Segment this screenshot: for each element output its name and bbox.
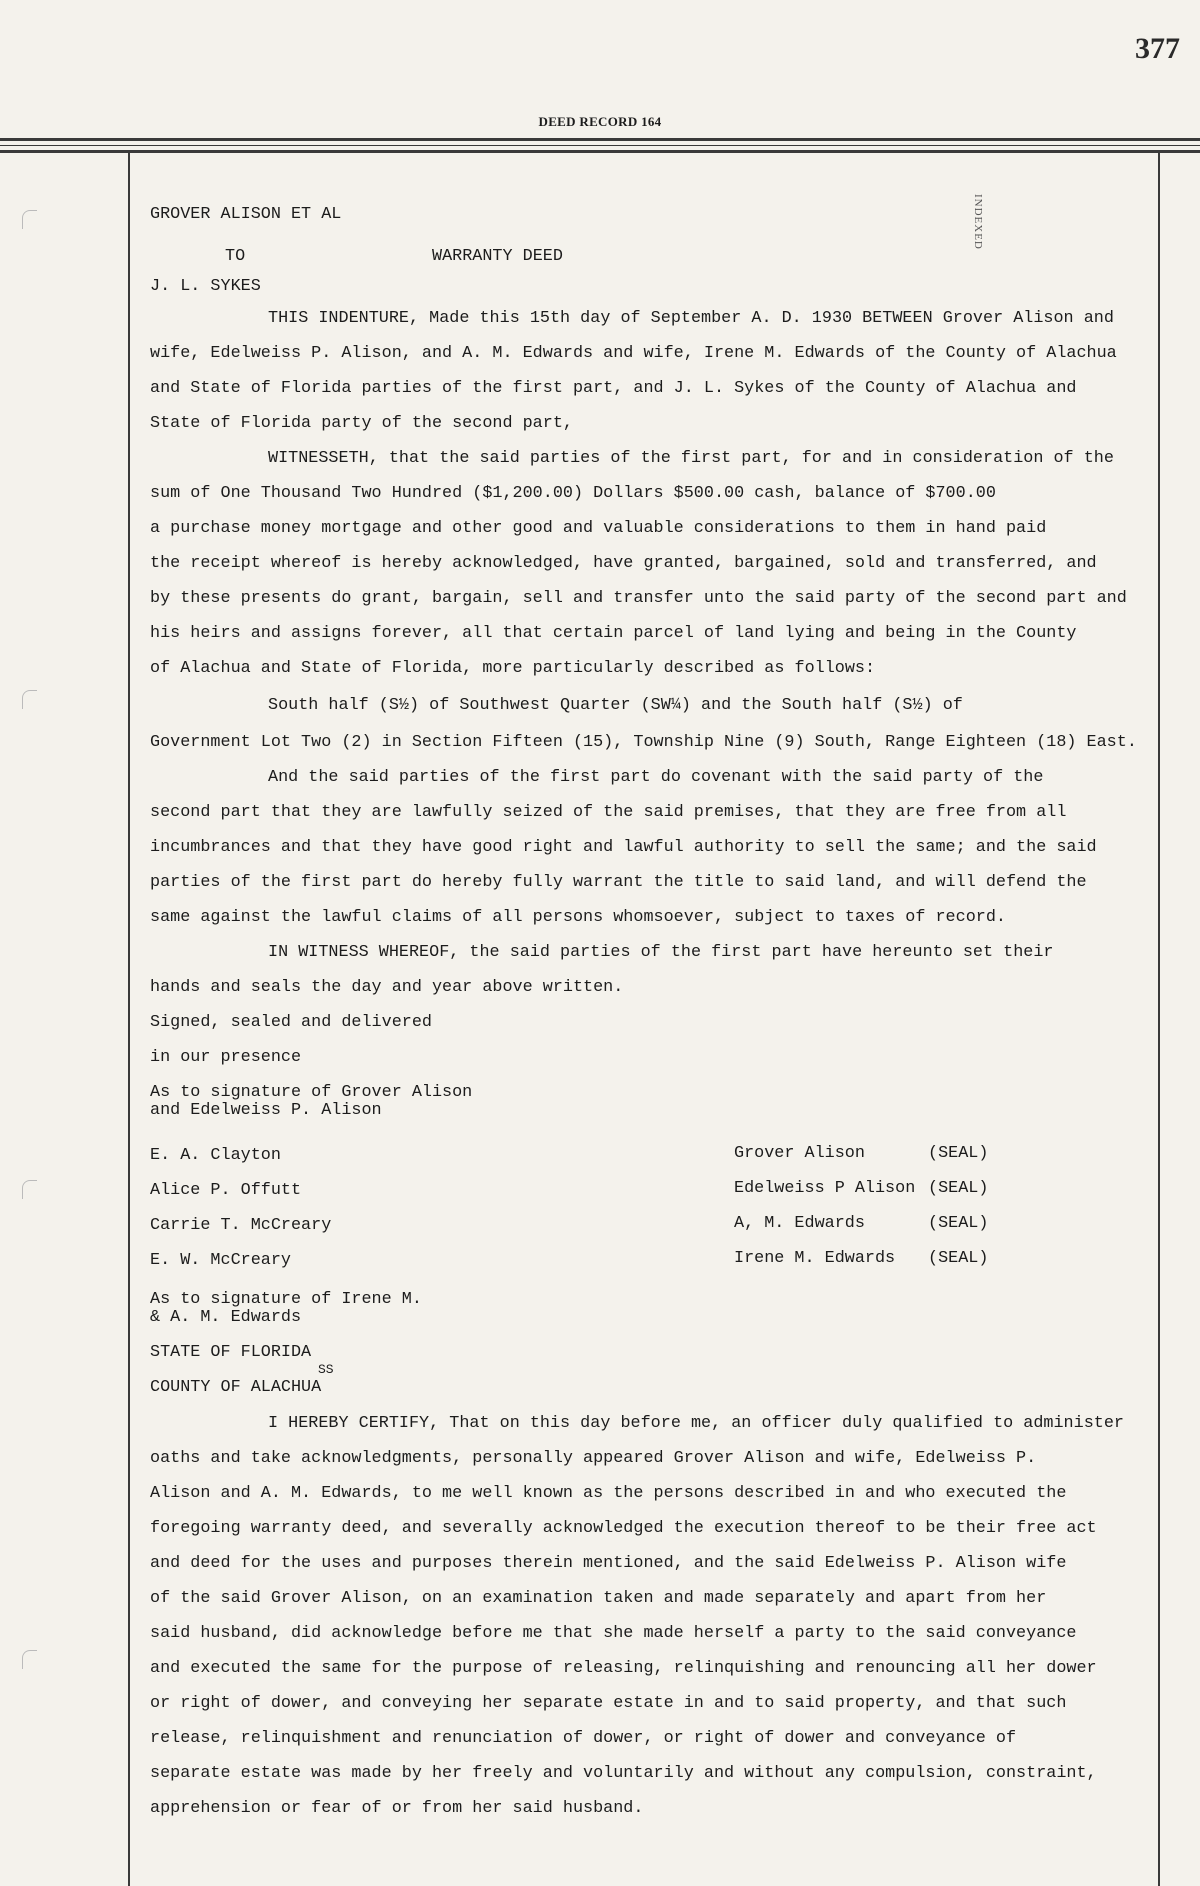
body-line: the receipt whereof is hereby acknowledged, have granted, bargained, sold and transferred, and (150, 554, 1097, 573)
body-line: sum of One Thousand Two Hundred ($1,200.00) Dollars $500.00 cash, balance of $700.00 (150, 484, 996, 503)
body-line: THIS INDENTURE, Made this 15th day of September A. D. 1930 BETWEEN Grover Alison and (268, 309, 1114, 328)
signatory-name: Edelweiss P Alison (734, 1179, 916, 1198)
body-line: same against the lawful claims of all persons whomsoever, subject to taxes of record. (150, 908, 1006, 927)
binding-notch (22, 1180, 37, 1199)
certificate-line: or right of dower, and conveying her separate estate in and to said property, and that such (150, 1694, 1067, 1713)
body-line: State of Florida party of the second part, (150, 414, 573, 433)
venue-county: COUNTY OF ALACHUA (150, 1378, 322, 1397)
body-line: hands and seals the day and year above written. (150, 978, 624, 997)
witness-note: As to signature of Grover Alison (150, 1083, 473, 1102)
grantor-name: GROVER ALISON ET AL (150, 205, 342, 224)
body-line: incumbrances and that they have good right and lawful authority to sell the same; and the said (150, 838, 1097, 857)
witness-note: As to signature of Irene M. (150, 1290, 422, 1309)
certificate-line: and executed the same for the purpose of releasing, relinquishing and renouncing all her dower (150, 1659, 1097, 1678)
body-line: IN WITNESS WHEREOF, the said parties of the first part have hereunto set their (268, 943, 1054, 962)
witness-name: E. W. McCreary (150, 1251, 291, 1270)
binding-notch (22, 210, 37, 229)
body-line: Signed, sealed and delivered (150, 1013, 432, 1032)
legal-description-line: South half (S½) of Southwest Quarter (SW¼) and the South half (S½) of (268, 696, 963, 715)
certificate-line: I HEREBY CERTIFY, That on this day before me, an officer duly qualified to administer (268, 1414, 1124, 1433)
body-line: his heirs and assigns forever, all that certain parcel of land lying and being in the County (150, 624, 1077, 643)
signatory-name: Grover Alison (734, 1144, 865, 1163)
witness-name: Alice P. Offutt (150, 1181, 302, 1200)
body-line: in our presence (150, 1048, 302, 1067)
seal-mark: (SEAL) (928, 1214, 989, 1233)
seal-mark: (SEAL) (928, 1144, 989, 1163)
seal-mark: (SEAL) (928, 1249, 989, 1268)
certificate-line: of the said Grover Alison, on an examination taken and made separately and apart from her (150, 1589, 1047, 1608)
witness-name: Carrie T. McCreary (150, 1216, 332, 1235)
body-line: by these presents do grant, bargain, sell and transfer unto the said party of the second part and (150, 589, 1127, 608)
body-line: wife, Edelweiss P. Alison, and A. M. Edwards and wife, Irene M. Edwards of the County of Alachua (150, 344, 1117, 363)
certificate-line: oaths and take acknowledgments, personally appeared Grover Alison and wife, Edelweiss P. (150, 1449, 1037, 1468)
header-rule-bottom (0, 150, 1200, 153)
page-number: 377 (1135, 32, 1180, 65)
left-margin-line (128, 150, 130, 1886)
certificate-line: apprehension or fear of or from her said husband. (150, 1799, 644, 1818)
certificate-line: Alison and A. M. Edwards, to me well known as the persons described in and who executed the (150, 1484, 1067, 1503)
body-line: and State of Florida parties of the first part, and J. L. Sykes of the County of Alachua and (150, 379, 1077, 398)
indexed-stamp: INDEXED (972, 194, 985, 250)
certificate-line: foregoing warranty deed, and severally acknowledged the execution thereof to be their free act (150, 1519, 1097, 1538)
body-line: parties of the first part do hereby fully warrant the title to said land, and will defend the (150, 873, 1087, 892)
witness-name: E. A. Clayton (150, 1146, 281, 1165)
header-rule-top (0, 138, 1200, 141)
binding-notch (22, 1650, 37, 1669)
legal-description-line: Government Lot Two (2) in Section Fifteen (15), Township Nine (9) South, Range Eighteen (18) East. (150, 733, 1137, 752)
venue-state: STATE OF FLORIDA (150, 1343, 312, 1362)
binding-notch (22, 690, 37, 709)
right-margin-line (1158, 150, 1160, 1886)
to-label: TO (225, 247, 246, 266)
seal-mark: (SEAL) (928, 1179, 989, 1198)
body-line: a purchase money mortgage and other good and valuable considerations to them in hand paid (150, 519, 1047, 538)
record-header: DEED RECORD 164 (538, 114, 662, 129)
signatory-name: Irene M. Edwards (734, 1249, 896, 1268)
body-line: of Alachua and State of Florida, more particularly described as follows: (150, 659, 876, 678)
witness-note: & A. M. Edwards (150, 1308, 302, 1327)
certificate-line: release, relinquishment and renunciation of dower, or right of dower and conveyance of (150, 1729, 1017, 1748)
header-rule-middle (0, 145, 1200, 146)
certificate-line: said husband, did acknowledge before me that she made herself a party to the said conveyance (150, 1624, 1077, 1643)
witness-note: and Edelweiss P. Alison (150, 1101, 382, 1120)
grantee-name: J. L. SYKES (150, 277, 261, 296)
body-line: second part that they are lawfully seized of the said premises, that they are free from all (150, 803, 1067, 822)
certificate-line: separate estate was made by her freely and voluntarily and without any compulsion, constraint, (150, 1764, 1097, 1783)
body-line: WITNESSETH, that the said parties of the first part, for and in consideration of the (268, 449, 1114, 468)
document-title: WARRANTY DEED (432, 247, 563, 266)
certificate-line: and deed for the uses and purposes therein mentioned, and the said Edelweiss P. Alison wife (150, 1554, 1067, 1573)
body-line: And the said parties of the first part do covenant with the said party of the (268, 768, 1044, 787)
signatory-name: A, M. Edwards (734, 1214, 865, 1233)
venue-ss: SS (318, 1362, 334, 1377)
